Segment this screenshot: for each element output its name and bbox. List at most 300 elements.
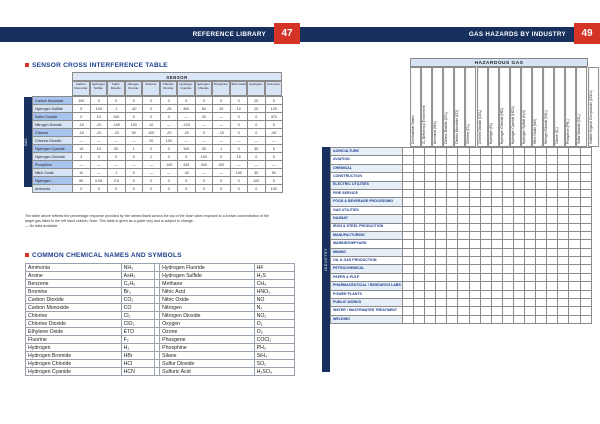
gas-column-header: Hydrogen Cyanide (HCN) bbox=[510, 67, 521, 147]
matrix-cell: -25 bbox=[160, 105, 178, 113]
hazard-cell bbox=[414, 290, 425, 298]
hazard-cell bbox=[536, 282, 547, 290]
sensor-section-title bbox=[25, 62, 168, 69]
matrix-cell: 0.05 bbox=[90, 177, 108, 185]
gas-column-header: Carbon Dioxide (CO₂) bbox=[443, 67, 454, 147]
hazard-cell bbox=[525, 215, 536, 223]
hazard-cell bbox=[458, 265, 469, 273]
sensor-column-header: Sulfur Dioxide bbox=[107, 81, 125, 96]
chemical-name: Methane bbox=[160, 280, 254, 288]
matrix-cell: 15 bbox=[73, 145, 91, 153]
hazard-cell bbox=[414, 223, 425, 231]
hazard-cell bbox=[502, 173, 513, 181]
matrix-cell: 0 bbox=[213, 177, 231, 185]
matrix-cell: 0 bbox=[178, 97, 196, 105]
hazard-cell bbox=[458, 231, 469, 239]
hazard-cell bbox=[569, 173, 580, 181]
hazard-cell bbox=[569, 181, 580, 189]
hazard-cell bbox=[469, 282, 480, 290]
matrix-cell: 0 bbox=[73, 113, 91, 121]
chemical-name: Ethylene Oxide bbox=[26, 328, 122, 336]
right-page bbox=[300, 0, 600, 424]
hazard-cell bbox=[469, 156, 480, 164]
matrix-cell: -10 bbox=[73, 121, 91, 129]
hazard-cell bbox=[480, 307, 491, 315]
hazard-cell bbox=[580, 173, 591, 181]
chemical-name: Ammonia bbox=[26, 264, 122, 272]
hazard-cell bbox=[480, 299, 491, 307]
table-row bbox=[26, 352, 295, 360]
hazard-cell bbox=[458, 156, 469, 164]
gas-column-header: Volatile Organic Compounds (VOCs) bbox=[588, 67, 599, 147]
hazard-cell bbox=[458, 257, 469, 265]
hazard-cell bbox=[491, 156, 502, 164]
industry-label: FOOD & BEVERAGE PROCESSING bbox=[331, 198, 403, 206]
matrix-cell: -20 bbox=[90, 121, 108, 129]
hazard-cell bbox=[536, 198, 547, 206]
hazard-cell bbox=[447, 189, 458, 197]
table-row bbox=[26, 312, 295, 320]
table-row bbox=[331, 181, 592, 189]
matrix-cell: 100 bbox=[230, 169, 248, 177]
matrix-cell: 0 bbox=[125, 177, 143, 185]
hazard-cell bbox=[502, 181, 513, 189]
hazard-cell bbox=[569, 164, 580, 172]
matrix-cell: — bbox=[178, 137, 196, 145]
hazard-cell bbox=[491, 282, 502, 290]
industry-label: HAZMAT bbox=[331, 215, 403, 223]
table-row bbox=[33, 161, 283, 169]
hazard-cell bbox=[491, 181, 502, 189]
hazard-cell bbox=[547, 206, 558, 214]
hazard-cell bbox=[569, 282, 580, 290]
gas-column-header: Combustible Gases bbox=[410, 67, 421, 147]
table-row bbox=[331, 198, 592, 206]
industry-label: MARINE/SHIPYARD bbox=[331, 240, 403, 248]
hazard-cell bbox=[436, 282, 447, 290]
hazard-cell bbox=[502, 189, 513, 197]
hazard-cell bbox=[491, 173, 502, 181]
table-row bbox=[26, 280, 295, 288]
gas-row-label: Hydrogen Chloride bbox=[33, 153, 73, 161]
matrix-cell: 20 bbox=[143, 137, 161, 145]
sensor-column-header: Hydrogen Chloride bbox=[195, 81, 213, 96]
hazard-cell bbox=[547, 307, 558, 315]
matrix-cell: — bbox=[108, 137, 126, 145]
hazard-cell bbox=[447, 231, 458, 239]
hazard-cell bbox=[458, 173, 469, 181]
hazard-cell bbox=[436, 273, 447, 281]
matrix-cell: 0 bbox=[248, 113, 266, 121]
table-row bbox=[331, 290, 592, 298]
hazard-cell bbox=[580, 240, 591, 248]
sensor-section-title-text: SENSOR CROSS INTERFERENCE TABLE bbox=[32, 62, 168, 69]
matrix-cell: 0 bbox=[265, 177, 283, 185]
hazard-cell bbox=[513, 189, 524, 197]
hazard-cell bbox=[536, 206, 547, 214]
table-row bbox=[26, 288, 295, 296]
hazard-cell bbox=[403, 164, 414, 172]
hazard-cell bbox=[502, 164, 513, 172]
hazard-cell bbox=[558, 148, 569, 156]
hazard-cell bbox=[447, 198, 458, 206]
hazard-cell bbox=[458, 240, 469, 248]
hazard-cell bbox=[403, 189, 414, 197]
hazard-cell bbox=[436, 189, 447, 197]
hazard-cell bbox=[425, 223, 436, 231]
matrix-cell: 0 bbox=[230, 145, 248, 153]
gas-row-label: Hydrogen Sulfide bbox=[33, 105, 73, 113]
right-page-number: 49 bbox=[574, 23, 600, 44]
hazard-cell bbox=[403, 248, 414, 256]
hazard-cell bbox=[502, 156, 513, 164]
industry-label: IRON & STEEL PRODUCTION bbox=[331, 223, 403, 231]
matrix-cell: 0 bbox=[248, 153, 266, 161]
hazard-cell bbox=[491, 290, 502, 298]
gas-column-header: Chlorine (Cl₂) bbox=[465, 67, 476, 147]
hazard-cell bbox=[502, 290, 513, 298]
hazard-cell bbox=[458, 198, 469, 206]
industry-label: PUBLIC WORKS bbox=[331, 299, 403, 307]
hazard-cell bbox=[436, 248, 447, 256]
matrix-cell: 30 bbox=[248, 145, 266, 153]
chemical-symbol: O₂ bbox=[254, 320, 294, 328]
hazard-cell bbox=[447, 290, 458, 298]
chemical-name: Hydrogen Cyanide bbox=[26, 368, 122, 376]
hazard-cell bbox=[513, 282, 524, 290]
matrix-cell: -20 bbox=[108, 129, 126, 137]
hazard-cell bbox=[513, 148, 524, 156]
hazard-cell bbox=[513, 215, 524, 223]
hazard-cell bbox=[502, 282, 513, 290]
matrix-cell: 0 bbox=[248, 121, 266, 129]
hazard-cell bbox=[547, 299, 558, 307]
hazard-cell bbox=[525, 307, 536, 315]
hazard-cell bbox=[513, 248, 524, 256]
industry-label: AGRICULTURE bbox=[331, 148, 403, 156]
hazard-cell bbox=[458, 299, 469, 307]
matrix-cell: 35 bbox=[195, 145, 213, 153]
industry-label: OIL & GAS PRODUCTION bbox=[331, 257, 403, 265]
table-row bbox=[331, 189, 592, 197]
hazard-cell bbox=[414, 206, 425, 214]
matrix-cell: 0 bbox=[178, 185, 196, 193]
hazard-cell bbox=[569, 248, 580, 256]
matrix-cell: 5 bbox=[265, 145, 283, 153]
hazard-cell bbox=[558, 173, 569, 181]
chemical-name: Hydrogen Bromide bbox=[26, 352, 122, 360]
hazard-cell bbox=[558, 215, 569, 223]
matrix-cell: 0 bbox=[248, 129, 266, 137]
hazard-cell bbox=[569, 307, 580, 315]
hazard-cell bbox=[480, 173, 491, 181]
industry-label: CONSTRUCTION bbox=[331, 173, 403, 181]
table-row bbox=[33, 113, 283, 121]
matrix-cell: — bbox=[108, 161, 126, 169]
chemical-names-table bbox=[25, 263, 295, 376]
hazard-cell bbox=[491, 198, 502, 206]
hazard-cell bbox=[458, 223, 469, 231]
hazard-cell bbox=[447, 164, 458, 172]
hazard-cell bbox=[547, 257, 558, 265]
industry-label: GAS UTILITIES bbox=[331, 206, 403, 214]
hazard-cell bbox=[414, 307, 425, 315]
hazard-cell bbox=[569, 231, 580, 239]
gas-column-header: Carbon Monoxide (CO) bbox=[454, 67, 465, 147]
sensor-column-header: Nitric Oxide bbox=[230, 81, 248, 96]
hazard-cell bbox=[403, 282, 414, 290]
hazard-cell bbox=[580, 231, 591, 239]
hazard-cell bbox=[447, 181, 458, 189]
matrix-cell: — bbox=[213, 137, 231, 145]
hazard-cell bbox=[536, 273, 547, 281]
hazard-cell bbox=[414, 181, 425, 189]
hazard-cell bbox=[525, 156, 536, 164]
hazard-cell bbox=[580, 215, 591, 223]
gas-column-header: Phosphine (PH₃) bbox=[565, 67, 576, 147]
chemical-symbol: C₆H₆ bbox=[121, 280, 155, 288]
chemical-name: Phosgene bbox=[160, 336, 254, 344]
chemical-symbol: SO₂ bbox=[254, 360, 294, 368]
sensor-header: SENSOR bbox=[72, 72, 282, 81]
hazard-cell bbox=[469, 290, 480, 298]
hazard-cell bbox=[580, 198, 591, 206]
hazard-cell bbox=[513, 315, 524, 323]
matrix-cell: 0 bbox=[230, 121, 248, 129]
hazard-cell bbox=[447, 156, 458, 164]
hazard-cell bbox=[558, 240, 569, 248]
table-row bbox=[33, 129, 283, 137]
hazard-cell bbox=[480, 240, 491, 248]
hazard-cell bbox=[513, 290, 524, 298]
gas-row-label: Ammonia bbox=[33, 185, 73, 193]
hazard-cell bbox=[436, 290, 447, 298]
hazard-cell bbox=[502, 240, 513, 248]
industry-label: AVIATION bbox=[331, 156, 403, 164]
hazard-cell bbox=[458, 248, 469, 256]
matrix-cell: 0.5 bbox=[108, 177, 126, 185]
hazard-cell bbox=[547, 181, 558, 189]
hazard-cell bbox=[425, 307, 436, 315]
matrix-cell: — bbox=[73, 137, 91, 145]
hazard-cell bbox=[469, 307, 480, 315]
gas-side-label: GAS bbox=[24, 97, 32, 187]
hazard-cell bbox=[480, 206, 491, 214]
matrix-cell: 0 bbox=[143, 113, 161, 121]
hazard-cell bbox=[547, 248, 558, 256]
hazard-cell bbox=[547, 198, 558, 206]
names-section-title-text: COMMON CHEMICAL NAMES AND SYMBOLS bbox=[32, 252, 182, 259]
matrix-cell: — bbox=[230, 137, 248, 145]
matrix-cell: 100 bbox=[213, 161, 231, 169]
matrix-cell: -100 bbox=[108, 121, 126, 129]
left-header-title: REFERENCE LIBRARY bbox=[192, 31, 266, 38]
hazard-cell bbox=[414, 231, 425, 239]
hazard-cell bbox=[513, 240, 524, 248]
hazard-cell bbox=[447, 299, 458, 307]
matrix-cell: — bbox=[248, 161, 266, 169]
matrix-cell: — bbox=[195, 169, 213, 177]
matrix-cell: 100 bbox=[125, 121, 143, 129]
hazard-cell bbox=[558, 206, 569, 214]
chemical-name: Chlorine Dioxide bbox=[26, 320, 122, 328]
hazard-cell bbox=[436, 315, 447, 323]
matrix-cell: 25 bbox=[213, 105, 231, 113]
hazard-cell bbox=[436, 156, 447, 164]
table-row bbox=[331, 273, 592, 281]
hazard-cell bbox=[425, 231, 436, 239]
hazard-cell bbox=[469, 273, 480, 281]
chemical-symbol: H₂ bbox=[121, 344, 155, 352]
chemical-symbol: CH₄ bbox=[254, 280, 294, 288]
chemical-symbol: HF bbox=[254, 264, 294, 272]
chemical-name: Carbon Monoxide bbox=[26, 304, 122, 312]
industry-label: FIRE SERVICE bbox=[331, 189, 403, 197]
hazard-cell bbox=[513, 257, 524, 265]
hazard-cell bbox=[558, 248, 569, 256]
sensor-column-header: Chlorine Dioxide bbox=[160, 81, 178, 96]
chemical-name: Fluorine bbox=[26, 336, 122, 344]
cross-interference-table bbox=[32, 96, 283, 193]
hazard-cell bbox=[491, 215, 502, 223]
matrix-cell: — bbox=[213, 113, 231, 121]
hazard-cell bbox=[436, 164, 447, 172]
hazard-cell bbox=[469, 164, 480, 172]
hazard-cell bbox=[525, 189, 536, 197]
industry-label: PHARMACEUTICAL / RESEARCH LABS bbox=[331, 282, 403, 290]
hazard-cell bbox=[480, 198, 491, 206]
matrix-cell: — bbox=[195, 137, 213, 145]
industry-label: ELECTRIC UTILITIES bbox=[331, 181, 403, 189]
bullet-icon bbox=[25, 63, 29, 67]
chemical-symbol: H₂SO₄ bbox=[254, 368, 294, 376]
hazard-cell bbox=[558, 282, 569, 290]
chemical-symbol: NH₃ bbox=[121, 264, 155, 272]
matrix-cell: 0 bbox=[108, 185, 126, 193]
matrix-cell: 40 bbox=[195, 113, 213, 121]
bullet-icon bbox=[25, 253, 29, 257]
industry-side-label: INDUSTRY bbox=[322, 147, 330, 372]
hazard-cell bbox=[414, 257, 425, 265]
chemical-symbol: SiH₄ bbox=[254, 352, 294, 360]
hazard-cell bbox=[580, 265, 591, 273]
matrix-cell: 1 bbox=[125, 145, 143, 153]
hazard-cell bbox=[502, 223, 513, 231]
chemical-symbol: PH₃ bbox=[254, 344, 294, 352]
hazard-cell bbox=[403, 290, 414, 298]
hazard-cell bbox=[469, 215, 480, 223]
chemical-symbol: CO bbox=[121, 304, 155, 312]
chemical-symbol: HBr bbox=[121, 352, 155, 360]
matrix-cell: 1 bbox=[108, 105, 126, 113]
matrix-cell: -100 bbox=[160, 161, 178, 169]
matrix-cell: 0 bbox=[125, 153, 143, 161]
hazard-cell bbox=[580, 156, 591, 164]
hazard-cell bbox=[425, 215, 436, 223]
hazard-cell bbox=[469, 173, 480, 181]
table-row bbox=[331, 307, 592, 315]
matrix-cell: — bbox=[73, 161, 91, 169]
matrix-cell: 60 bbox=[195, 105, 213, 113]
table-row bbox=[26, 264, 295, 272]
table-row bbox=[26, 328, 295, 336]
hazard-cell bbox=[536, 248, 547, 256]
hazard-cell bbox=[547, 282, 558, 290]
hazard-cell bbox=[403, 198, 414, 206]
matrix-cell: 0 bbox=[213, 185, 231, 193]
right-header-bar bbox=[300, 27, 574, 42]
matrix-cell: 100 bbox=[160, 137, 178, 145]
hazard-cell bbox=[425, 299, 436, 307]
hazard-cell bbox=[403, 156, 414, 164]
hazard-cell bbox=[525, 173, 536, 181]
matrix-cell: -10 bbox=[213, 129, 231, 137]
hazard-cell bbox=[447, 307, 458, 315]
hazard-cell bbox=[513, 273, 524, 281]
hazardous-gas-header: HAZARDOUS GAS bbox=[410, 58, 588, 67]
hazard-cell bbox=[425, 198, 436, 206]
hazard-cell bbox=[569, 257, 580, 265]
hazard-cell bbox=[502, 307, 513, 315]
chemical-symbol: COCl₂ bbox=[254, 336, 294, 344]
industry-label: WELDING bbox=[331, 315, 403, 323]
hazard-cell bbox=[536, 164, 547, 172]
matrix-cell: 10 bbox=[143, 121, 161, 129]
chemical-name: Nitric Oxide bbox=[160, 296, 254, 304]
hazard-cell bbox=[547, 273, 558, 281]
hazard-cell bbox=[469, 206, 480, 214]
hazard-cell bbox=[480, 282, 491, 290]
hazard-cell bbox=[436, 173, 447, 181]
table-row bbox=[33, 105, 283, 113]
names-section-title bbox=[25, 252, 182, 259]
hazard-cell bbox=[569, 148, 580, 156]
hazard-cell bbox=[491, 257, 502, 265]
table-row bbox=[26, 296, 295, 304]
hazard-cell bbox=[425, 273, 436, 281]
hazard-cell bbox=[469, 189, 480, 197]
note-line: — No data available bbox=[25, 224, 58, 228]
sensor-column-headers bbox=[72, 81, 282, 96]
hazard-cell bbox=[447, 173, 458, 181]
hazard-cell bbox=[547, 315, 558, 323]
hazard-cell bbox=[558, 315, 569, 323]
hazard-cell bbox=[558, 164, 569, 172]
chemical-symbol: Cl₂ bbox=[121, 312, 155, 320]
matrix-cell: — bbox=[178, 113, 196, 121]
gas-row-label: Hydrogen bbox=[33, 177, 73, 185]
gas-column-header: Ammonia (NH₃) bbox=[432, 67, 443, 147]
hazard-cell bbox=[414, 315, 425, 323]
hazard-cell bbox=[469, 148, 480, 156]
hazard-cell bbox=[525, 231, 536, 239]
matrix-cell: 0 bbox=[125, 169, 143, 177]
hazard-cell bbox=[502, 148, 513, 156]
hazard-cell bbox=[414, 248, 425, 256]
table-row bbox=[33, 153, 283, 161]
matrix-cell: 100 bbox=[108, 113, 126, 121]
hazard-cell bbox=[447, 240, 458, 248]
hazard-cell bbox=[513, 265, 524, 273]
gas-column-headers bbox=[410, 67, 599, 147]
chemical-symbol: ETO bbox=[121, 328, 155, 336]
chemical-symbol: ClO₂ bbox=[121, 320, 155, 328]
hazard-cell bbox=[425, 315, 436, 323]
hazard-cell bbox=[480, 315, 491, 323]
matrix-cell: 10 bbox=[230, 105, 248, 113]
chemical-symbol: N₂ bbox=[254, 304, 294, 312]
hazard-cell bbox=[536, 299, 547, 307]
